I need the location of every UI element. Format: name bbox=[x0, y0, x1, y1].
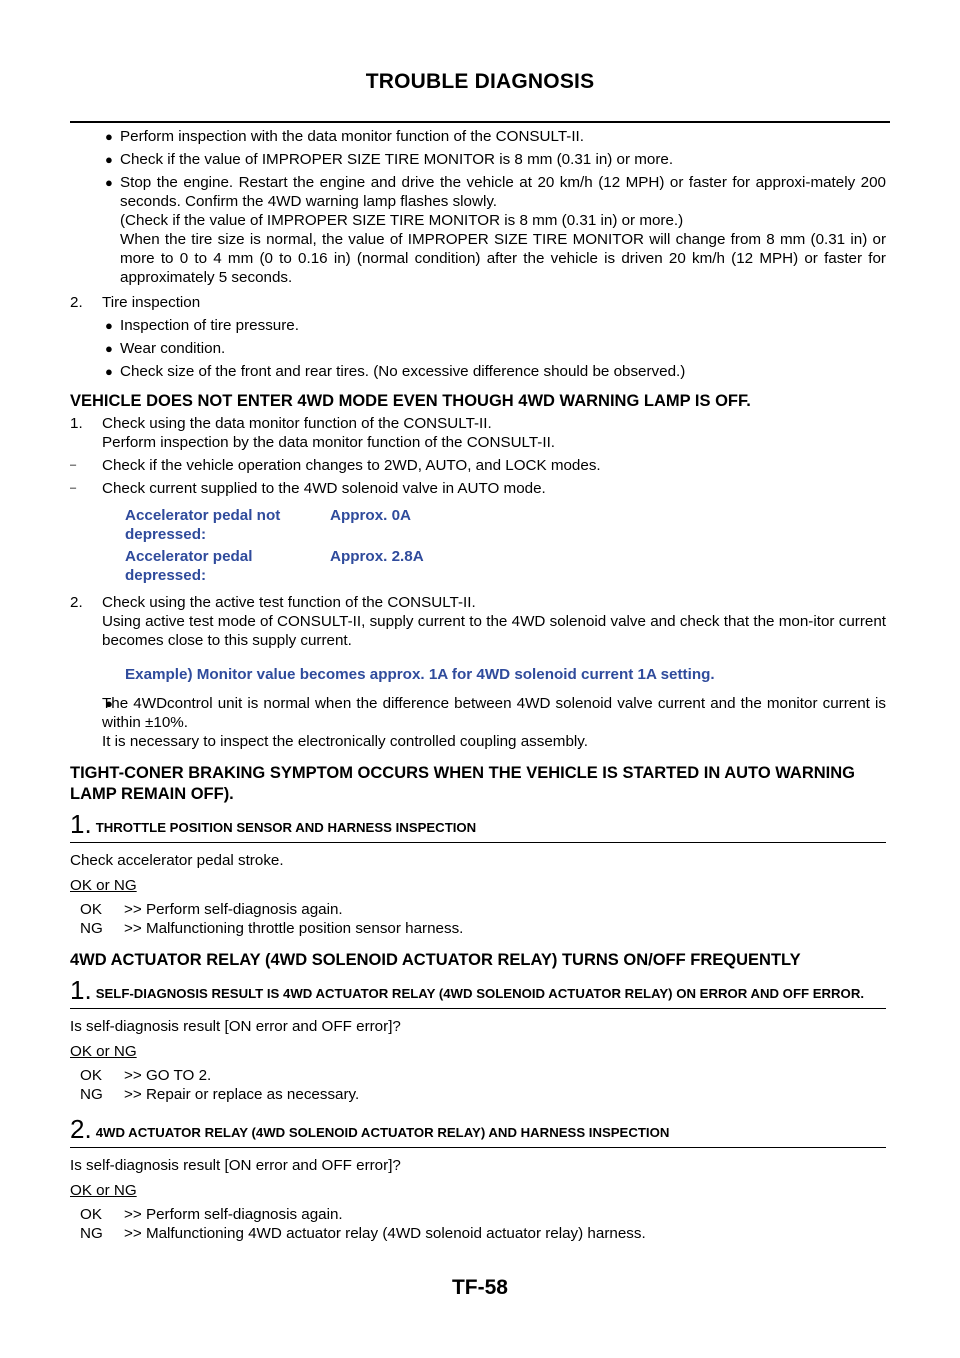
tire-bullet: ● Check size of the front and rear tires. (No excessive difference should be observed.) bbox=[70, 362, 886, 381]
ng-label: NG bbox=[80, 1225, 103, 1242]
ok-result: >> Perform self-diagnosis again. bbox=[124, 1206, 343, 1223]
step-number: 1. bbox=[70, 809, 92, 839]
spec-value: Approx. 0A bbox=[330, 507, 412, 524]
ok-label: OK bbox=[80, 1206, 102, 1223]
tire-title: Tire inspection bbox=[102, 294, 201, 311]
note-bullet bbox=[70, 694, 886, 751]
note-bullet-text: ● The 4WDcontrol unit is normal when the difference between 4WD solenoid valve current and the monitor current is within ±10%. bbox=[102, 695, 886, 731]
intro-bullet: ● Perform inspection with the data monitor function of the CONSULT-II. bbox=[70, 127, 886, 146]
section-heading-4wd-mode: VEHICLE DOES NOT ENTER 4WD MODE EVEN THOUGH 4WD WARNING LAMP IS OFF. bbox=[70, 392, 751, 410]
ok-label: OK bbox=[80, 1067, 102, 1084]
spec-value: Approx. 2.8A bbox=[330, 548, 424, 565]
check-step-2-body: Using active test mode of CONSULT-II, supply current to the 4WD solenoid valve and check that the mon-itor current becomes close to this supply current. bbox=[102, 613, 886, 649]
ok-result: >> Perform self-diagnosis again. bbox=[124, 901, 343, 918]
check-step-1-num: 1. bbox=[70, 415, 83, 432]
tire-inspection bbox=[70, 293, 886, 312]
ok-or-ng-label: OK or NG bbox=[70, 1182, 137, 1199]
step-check-text: Check accelerator pedal stroke. bbox=[70, 852, 284, 869]
step-header bbox=[70, 975, 886, 1009]
step-question: Is self-diagnosis result [ON error and OFF error]? bbox=[70, 1018, 401, 1035]
ok-result: >> GO TO 2. bbox=[124, 1067, 212, 1084]
result-list bbox=[80, 900, 886, 938]
page-number: TF-58 bbox=[451, 1276, 508, 1299]
tire-num: 2. bbox=[70, 294, 83, 311]
step-header bbox=[70, 1114, 886, 1148]
tire-bullet: ● Inspection of tire pressure. bbox=[70, 316, 886, 335]
check-step-1-title: Check using the data monitor function of the CONSULT-II. bbox=[102, 415, 492, 432]
step-header bbox=[70, 809, 886, 843]
page-content bbox=[70, 127, 886, 1243]
spec-label: Accelerator pedal not depressed: bbox=[125, 507, 281, 543]
check-step-1 bbox=[70, 414, 886, 452]
intro-bullet bbox=[70, 173, 886, 287]
page-header-title: TROUBLE DIAGNOSIS bbox=[365, 70, 595, 93]
header-rule bbox=[70, 121, 890, 123]
step-question: Is self-diagnosis result [ON error and OFF error]? bbox=[70, 1157, 401, 1174]
ng-result: >> Repair or replace as necessary. bbox=[124, 1086, 360, 1103]
ng-result: >> Malfunctioning throttle position sensor harness. bbox=[124, 920, 464, 937]
section-heading-actuator-relay: 4WD ACTUATOR RELAY (4WD SOLENOID ACTUATOR RELAY) TURNS ON/OFF FREQUENTLY bbox=[70, 951, 801, 969]
check-step-1-body: Perform inspection by the data monitor function of the CONSULT-II. bbox=[102, 434, 556, 451]
section-heading-tight-corner: TIGHT-CONER BRAKING SYMPTOM OCCURS WHEN THE VEHICLE IS STARTED IN AUTO WARNING LAMP REMAIN OFF). bbox=[70, 764, 855, 803]
spec-label: Accelerator pedal depressed: bbox=[125, 548, 253, 584]
tire-bullet: ● Wear condition. bbox=[70, 339, 886, 358]
check-dash-item: – Check if the vehicle operation changes to 2WD, AUTO, and LOCK modes. bbox=[70, 456, 886, 475]
step-number: 2. bbox=[70, 1114, 92, 1144]
result-list bbox=[80, 1205, 886, 1243]
ng-result: >> Malfunctioning 4WD actuator relay (4WD solenoid actuator relay) harness. bbox=[124, 1225, 646, 1242]
step-number: 1. bbox=[70, 975, 92, 1005]
check-step-2-title: Check using the active test function of the CONSULT-II. bbox=[102, 594, 476, 611]
current-spec-table bbox=[125, 506, 886, 585]
check-step-2 bbox=[70, 593, 886, 650]
intro-note: (Check if the value of IMPROPER SIZE TIRE MONITOR is 8 mm (0.31 in) or more.) bbox=[120, 212, 684, 229]
ok-or-ng-label: OK or NG bbox=[70, 1043, 137, 1060]
check-step-2-num: 2. bbox=[70, 594, 83, 611]
check-dash-item: – Check current supplied to the 4WD solenoid valve in AUTO mode. bbox=[70, 479, 886, 498]
intro-bullet: ● Check if the value of IMPROPER SIZE TIRE MONITOR is 8 mm (0.31 in) or more. bbox=[70, 150, 886, 169]
ng-label: NG bbox=[80, 920, 103, 937]
note-bullet-tail: It is necessary to inspect the electronically controlled coupling assembly. bbox=[102, 733, 588, 750]
ok-label: OK bbox=[80, 901, 102, 918]
ng-label: NG bbox=[80, 1086, 103, 1103]
step-title: 4WD ACTUATOR RELAY (4WD SOLENOID ACTUATOR RELAY) AND HARNESS INSPECTION bbox=[95, 1125, 670, 1140]
result-list bbox=[80, 1066, 886, 1104]
example-note: Example) Monitor value becomes approx. 1A for 4WD solenoid current 1A setting. bbox=[125, 666, 715, 683]
intro-bullet-text: ● Stop the engine. Restart the engine and drive the vehicle at 20 km/h (12 MPH) or faster for approxi-mately 200 seconds. Confirm the 4WD warning lamp flashes slowly. bbox=[120, 174, 886, 210]
step-title: THROTTLE POSITION SENSOR AND HARNESS INSPECTION bbox=[95, 820, 477, 835]
step-title: SELF-DIAGNOSIS RESULT IS 4WD ACTUATOR RELAY (4WD SOLENOID ACTUATOR RELAY) ON ERROR AND OFF ERROR. bbox=[95, 986, 865, 1001]
ok-or-ng-label: OK or NG bbox=[70, 877, 137, 894]
intro-note: When the tire size is normal, the value of IMPROPER SIZE TIRE MONITOR will change from 8 mm (0.31 in) or more to 0 to 4 mm (0 to 0.16 in) (normal condition) after the vehicle is driven 20 km/h (12 MPH) or faster for approximately 5 seconds. bbox=[120, 231, 886, 286]
